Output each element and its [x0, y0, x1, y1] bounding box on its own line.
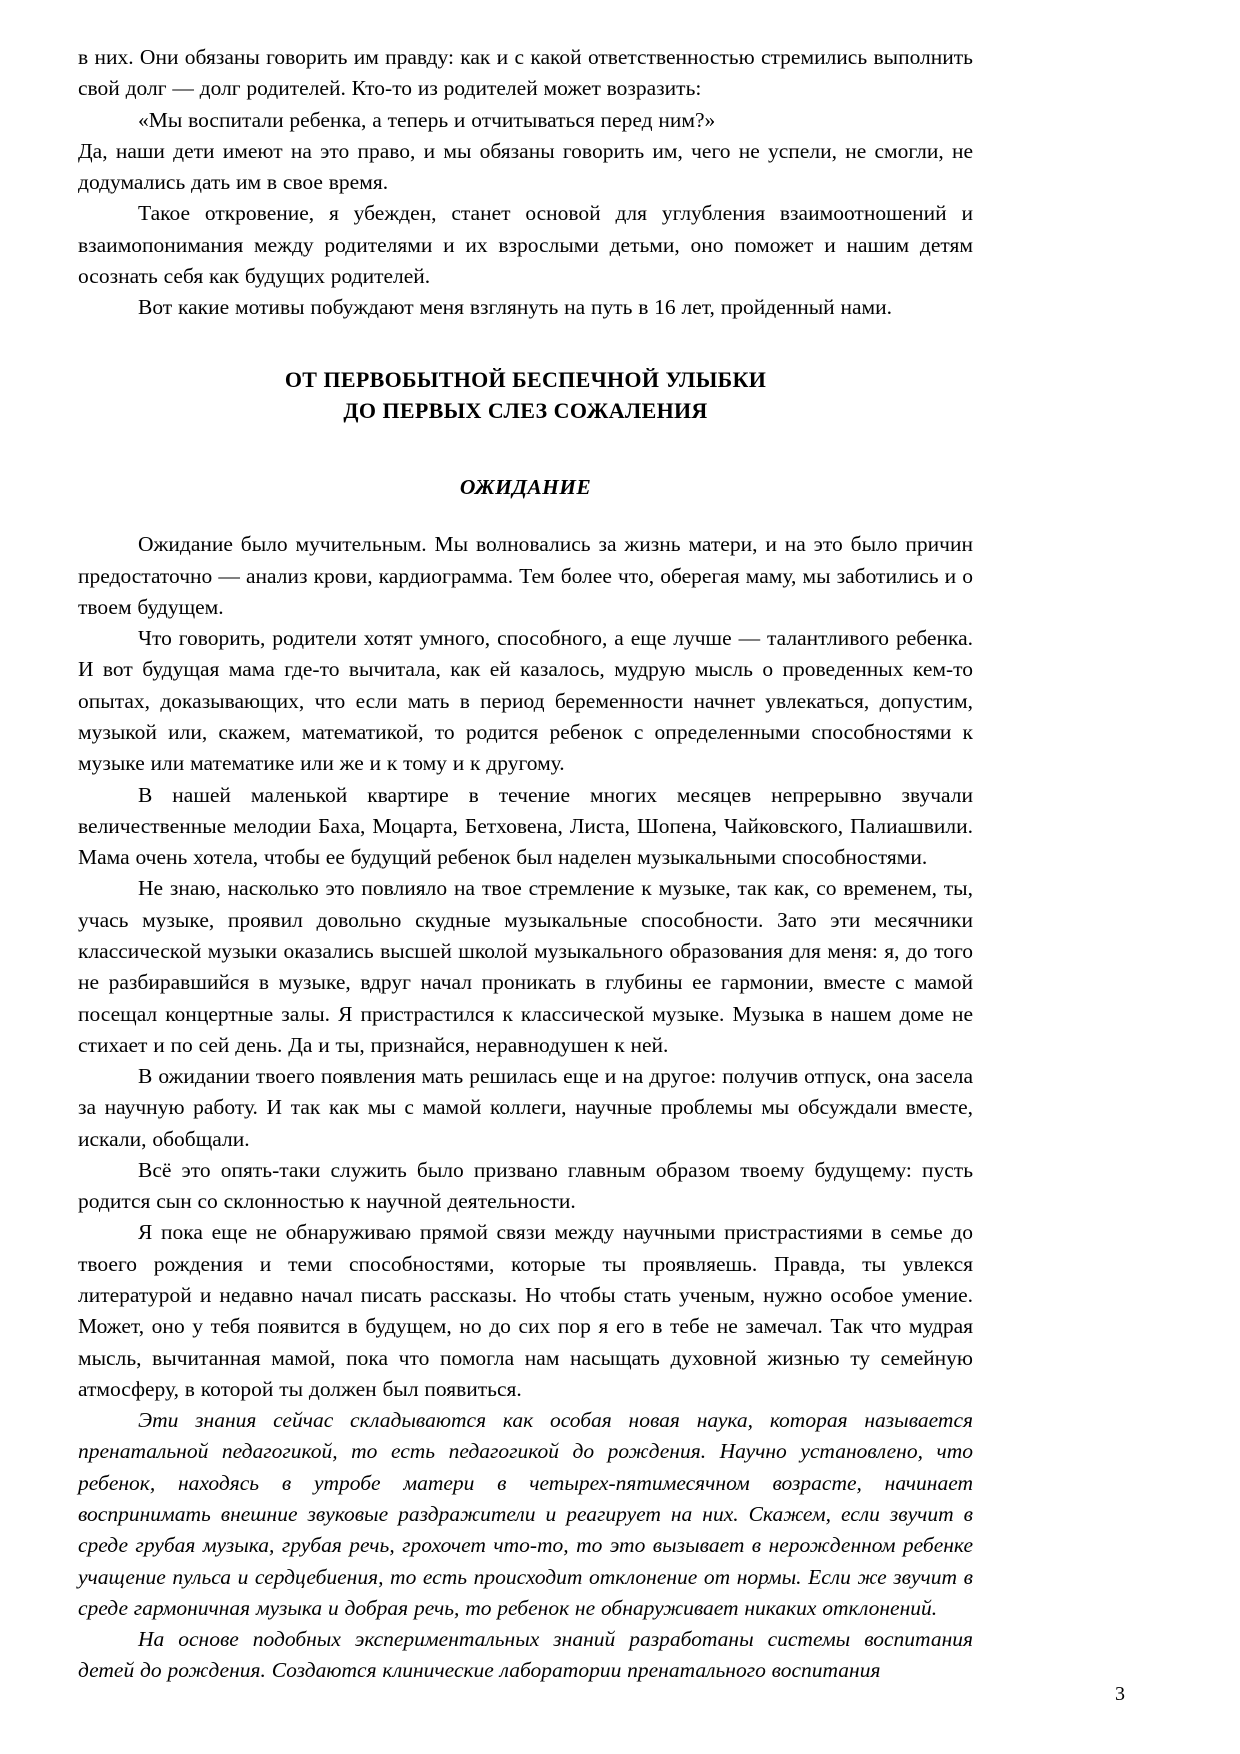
page-body — [78, 42, 973, 1687]
body-paragraph-scientific-work: В ожидании твоего появления мать решилась еще и на другое: получив отпуск, она засела за научную работу. И так как мы с мамой коллеги, научные проблемы мы обсуждали вместе, искали, обобщали. — [78, 1064, 973, 1151]
section-subheading: ОЖИДАНИЕ — [459, 475, 592, 499]
italic-paragraph-laboratories: На основе подобных экспериментальных знаний разработаны системы воспитания детей до рождения. Создаются клинические лаборатории пренатального воспитания — [78, 1627, 973, 1683]
body-paragraph-expectation: Ожидание было мучительным. Мы волновались за жизнь матери, и на это было причин предостаточно — анализ крови, кардиограмма. Тем более что, оберегая маму, мы заботились и о твоем будущем. — [78, 532, 973, 619]
body-paragraph-music-influence: Не знаю, насколько это повлияло на твое стремление к музыке, так как, со временем, ты, учась музыке, проявил довольно скудные музыкальные способности. Зато эти месячники классической музыки оказались высшей школой музыкального образования для меня: я, до того не разбиравшийся в музыке, вдруг начал проникать в глубины ее гармонии, вместе с мамой посещал концертные залы. Я пристрастился к классической музыке. Музыка в нашем доме не стихает и по сей день. Да и ты, признайся, неравнодушен к ней. — [78, 876, 973, 1057]
page-number: 3 — [1115, 1683, 1125, 1705]
intro-quote-line: «Мы воспитали ребенка, а теперь и отчитываться перед ним?» — [138, 107, 716, 132]
italic-paragraph-prenatal-pedagogy: Эти знания сейчас складываются как особая новая наука, которая называется пренатальной педагогикой, то есть педагогикой до рождения. Научно установлено, что ребенок, находясь в утробе матери в четырех-пятимесячном возрасте, начинает воспринимать внешние звуковые раздражители и реагирует на них. Скажем, если звучит в среде грубая музыка, грубая речь, грохочет что-то, то это вызывает в нерожденном ребенке учащение пульса и сердцебиения, то есть происходит отклонение от нормы. Если же звучит в среде гармоничная музыка и добрая речь, то ребенок не обнаруживает никаких отклонений. — [78, 1408, 973, 1620]
body-paragraph-composers: В нашей маленькой квартире в течение многих месяцев непрерывно звучали величественные мелодии Баха, Моцарта, Бетховена, Листа, Шопена, Чайковского, Палиашвили. Мама очень хотела, чтобы ее будущий ребенок был наделен музыкальными способностями. — [78, 782, 973, 870]
intro-paragraph-continuation: в них. Они обязаны говорить им правду: как и с какой ответственностью стремились выполнить свой долг — долг родителей. Кто-то из родителей может возразить: — [78, 45, 973, 101]
body-paragraph-no-direct-link: Я пока еще не обнаруживаю прямой связи между научными пристрастиями в семье до твоего рождения и теми способностями, которые ты проявляешь. Правда, ты увлекся литературой и недавно начал писать рассказы. Но чтобы стать ученым, нужно особое умение. Может, оно у тебя появится в будущем, но до сих пор я его в тебе не замечал. Так что мудрая мысль, вычитанная мамой, пока что помогла нам насыщать духовной жизнью ту семейную атмосферу, в которой ты должен был появиться. — [78, 1220, 973, 1401]
chapter-heading — [78, 364, 973, 426]
intro-paragraph-response: Да, наши дети имеют на это право, и мы обязаны говорить им, чего не успели, не смогли, не додумались дать им в свое время. — [78, 138, 973, 195]
intro-paragraph-motives: Вот какие мотивы побуждают меня взглянуть на путь в 16 лет, пройденный нами. — [138, 295, 893, 320]
chapter-heading-line-1: ОТ ПЕРВОБЫТНОЙ БЕСПЕЧНОЙ УЛЫБКИ — [284, 366, 767, 392]
chapter-heading-line-2: ДО ПЕРВЫХ СЛЕЗ СОЖАЛЕНИЯ — [343, 397, 708, 423]
body-paragraph-future-son: Всё это опять-таки служить было призвано главным образом твоему будущему: пусть родится сын со склонностью к научной деятельности. — [78, 1157, 973, 1214]
intro-paragraph-revelation: Такое откровение, я убежден, станет основой для углубления взаимоотношений и взаимопонимания между родителями и их взрослыми детьми, оно поможет и нашим детям осознать себя как будущих родителей. — [78, 201, 973, 288]
body-paragraph-talented-child: Что говорить, родители хотят умного, способного, а еще лучше — талантливого ребенка. И вот будущая мама где-то вычитала, как ей казалось, мудрую мысль о проведенных кем-то опытах, доказывающих, что если мать в период беременности начнет увлекаться, допустим, музыкой или, скажем, математикой, то родится ребенок с определенными способностями к музыке или математике или же и к тому и к другому. — [78, 626, 973, 776]
